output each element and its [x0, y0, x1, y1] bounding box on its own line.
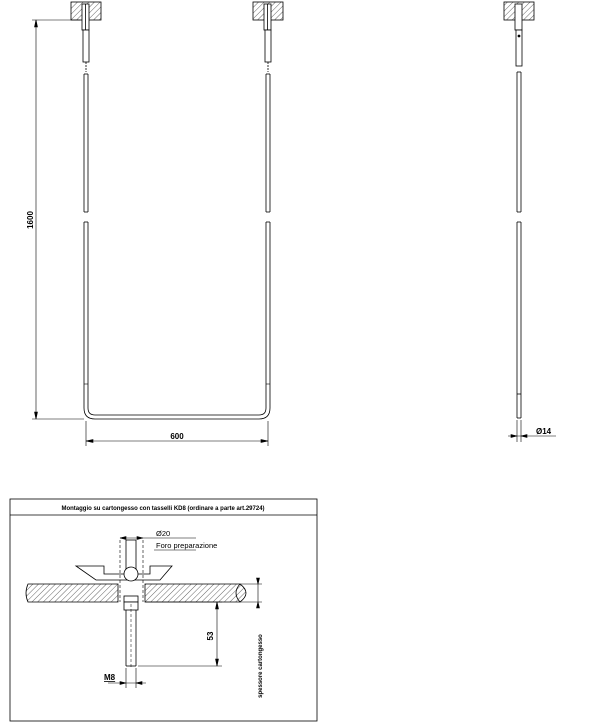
detail-title: Montaggio su cartongesso con tasselli KD8 (ordinare a parte art.29724) [61, 506, 265, 512]
anchor-bolt [124, 540, 138, 668]
plasterboard [26, 584, 118, 602]
board-thickness-label: spessore cartongesso [258, 634, 264, 698]
tube-side-lower [517, 222, 521, 418]
tube-left-upper [84, 74, 88, 212]
width-dim-label: 600 [170, 432, 184, 441]
anchor-right [264, 4, 271, 72]
mounting-detail [10, 499, 317, 721]
frame-bottom [84, 222, 270, 419]
diameter-dim-label: Ø14 [536, 427, 552, 436]
height-dim-label: 1600 [26, 211, 35, 229]
tube-side-upper [517, 72, 521, 212]
height-dimension [32, 20, 84, 419]
hole-diameter-label: Ø20 [156, 529, 171, 538]
thread-label: M8 [104, 673, 116, 682]
anchor-side [515, 4, 522, 66]
front-view [26, 2, 283, 446]
hole-prep-label: Foro preparazione [156, 541, 218, 550]
depth-dim-label: 53 [206, 631, 215, 641]
side-view [504, 2, 556, 442]
anchor-left [82, 4, 89, 72]
tube-right-upper [266, 74, 270, 212]
